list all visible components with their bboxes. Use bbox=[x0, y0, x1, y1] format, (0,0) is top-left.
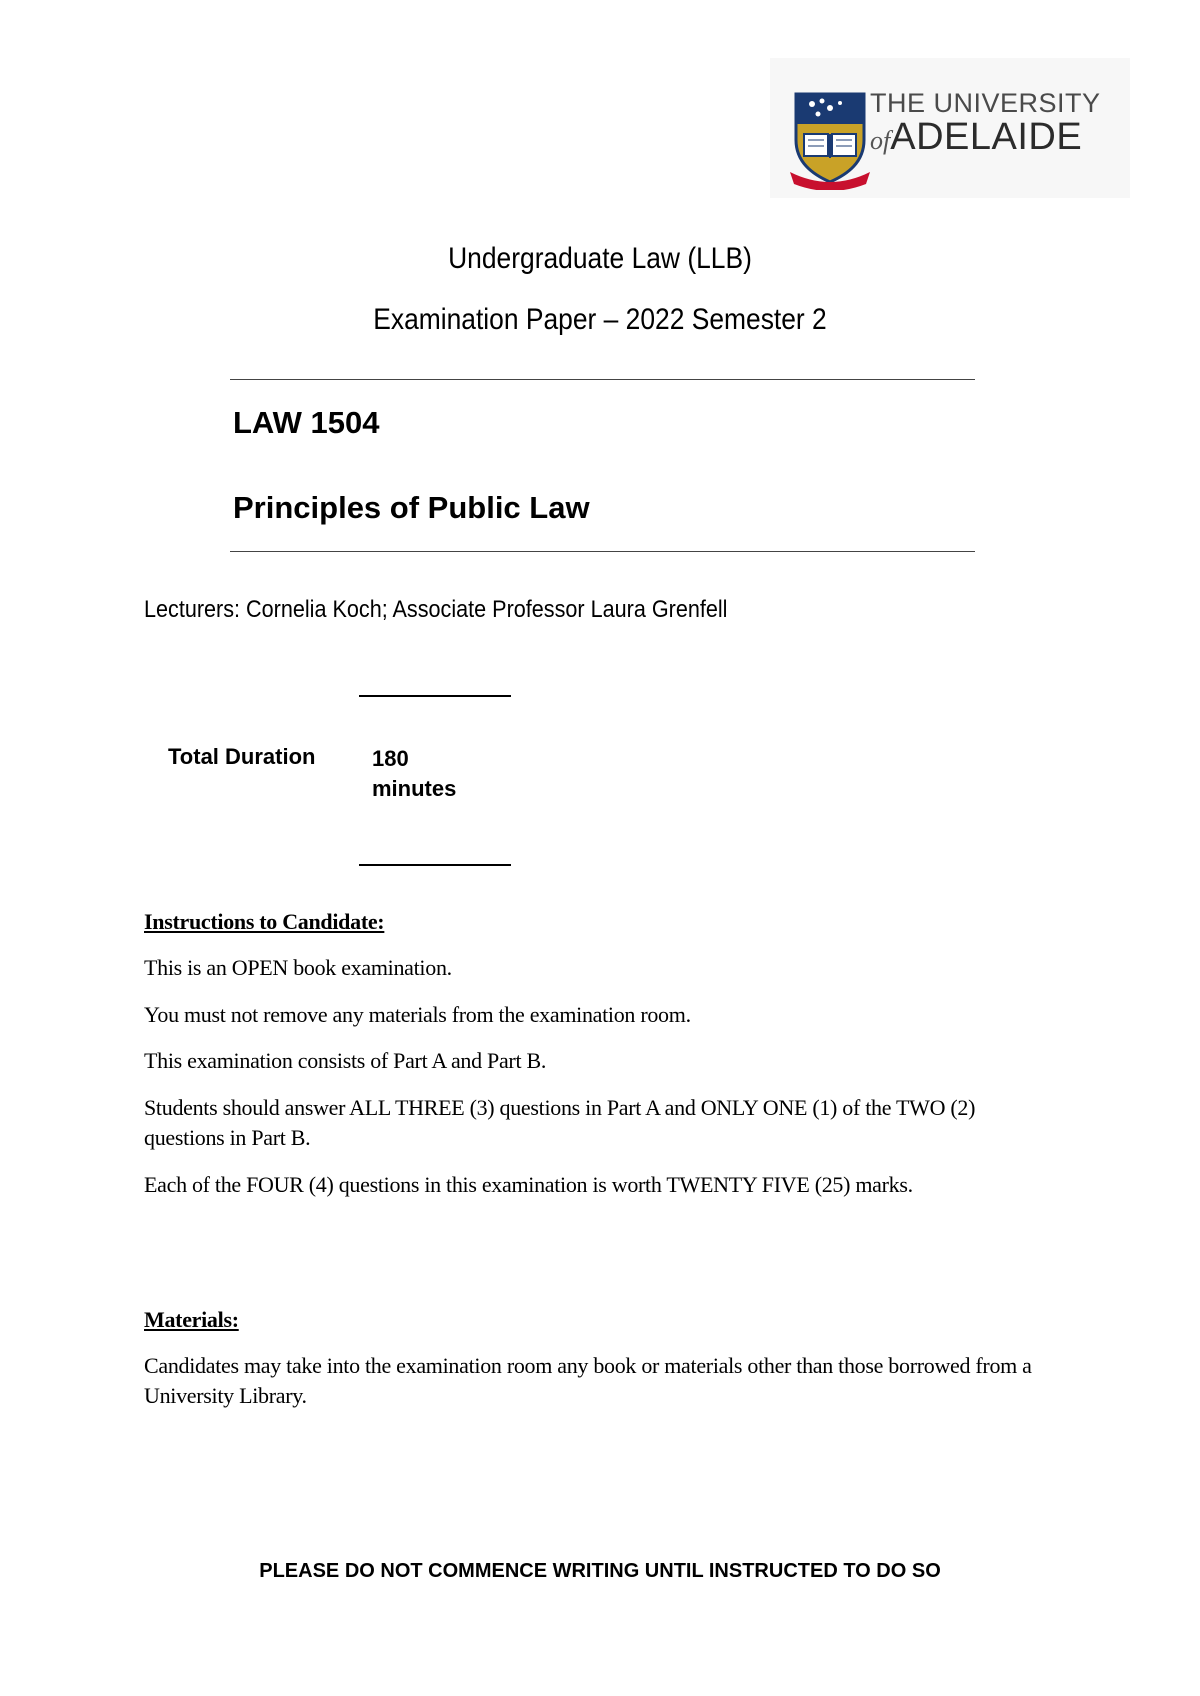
course-code: LAW 1504 bbox=[233, 405, 380, 440]
footer-notice: PLEASE DO NOT COMMENCE WRITING UNTIL INSTRUCTED TO DO SO bbox=[259, 1560, 941, 1582]
page-subtitle: Examination Paper – 2022 Semester 2 bbox=[373, 303, 827, 336]
lecturers-line: Lecturers: Cornelia Koch; Associate Professor Laura Grenfell bbox=[144, 596, 728, 623]
instruction-item: Each of the FOUR (4) questions in this examination is worth TWENTY FIVE (25) marks. bbox=[144, 1172, 913, 1197]
logo-line2-prefix: of bbox=[870, 126, 891, 155]
instruction-item: This is an OPEN book examination. bbox=[144, 955, 452, 980]
logo-line2 bbox=[870, 116, 1082, 159]
logo-line1: THE UNIVERSITY bbox=[870, 88, 1101, 118]
page-title: Undergraduate Law (LLB) bbox=[448, 242, 752, 275]
instruction-item: You must not remove any materials from the examination room. bbox=[144, 1002, 691, 1027]
university-crest-icon bbox=[790, 90, 870, 190]
duration-label: Total Duration bbox=[168, 744, 316, 769]
instruction-item: Students should answer ALL THREE (3) questions in Part A and ONLY ONE (1) of the TWO (2) questions in Part B. bbox=[144, 1095, 976, 1150]
course-name: Principles of Public Law bbox=[233, 490, 590, 525]
duration-rule-top bbox=[359, 695, 511, 697]
instruction-item: This examination consists of Part A and Part B. bbox=[144, 1048, 547, 1073]
divider-top bbox=[230, 379, 975, 380]
university-logo bbox=[770, 58, 1130, 198]
duration-rule-bottom bbox=[359, 864, 511, 866]
materials-heading: Materials: bbox=[144, 1307, 239, 1332]
instructions-heading: Instructions to Candidate: bbox=[144, 909, 385, 934]
logo-line2-main: ADELAIDE bbox=[890, 116, 1083, 158]
duration-value: 180 minutes bbox=[372, 746, 457, 801]
divider-bottom bbox=[230, 551, 975, 552]
materials-text: Candidates may take into the examination room any book or materials other than those borrowed from a University Library. bbox=[144, 1353, 1032, 1408]
